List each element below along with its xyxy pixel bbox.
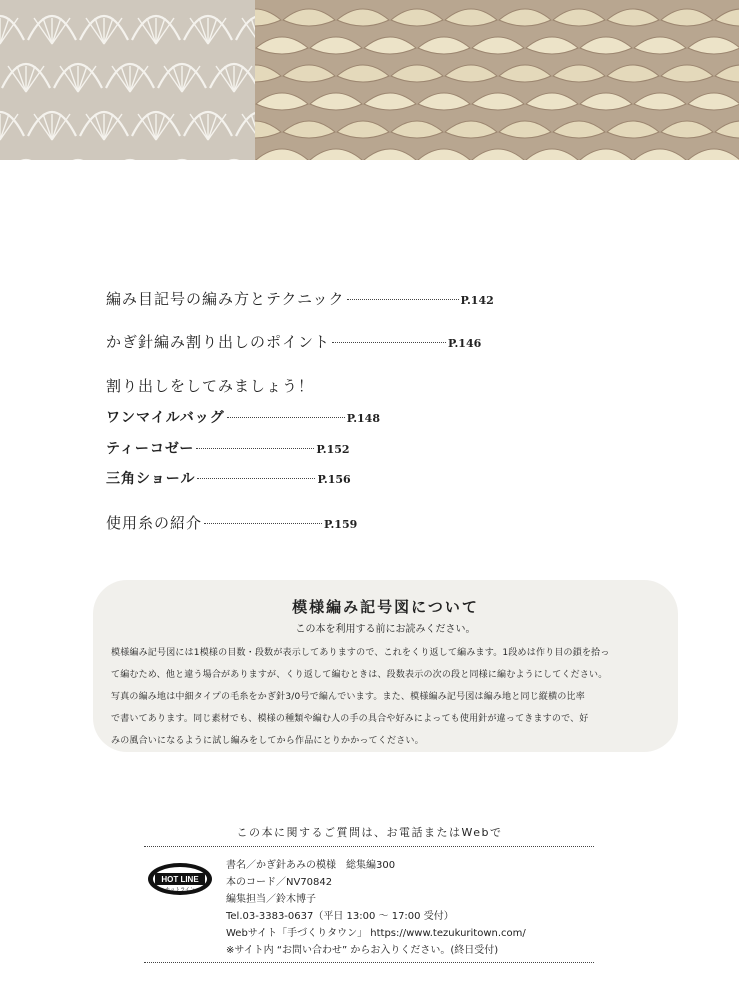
- notice-subtitle: この本を利用する前にお読みください。: [295, 624, 476, 635]
- dotted-leader: [204, 523, 322, 524]
- dotted-leader: [332, 342, 446, 343]
- toc-item[interactable]: [106, 288, 494, 309]
- toc-label: ワンマイルバッグ: [106, 410, 225, 426]
- notice-body: [111, 642, 663, 752]
- shell-stitch-crochet-photo: [255, 0, 739, 160]
- dotted-leader: [197, 478, 315, 479]
- toc-label: 三角ショール: [106, 471, 196, 487]
- notice-line: みの風合いになるように試し編みをしてから作品にとりかかってください。: [111, 736, 424, 746]
- notice-line: 写真の編み地は中細タイプの毛糸をかぎ針3/0号で編んでいます。また、模様編み記号図は編み地と同じ縦横の比率: [111, 692, 585, 702]
- toc-item[interactable]: [106, 331, 481, 352]
- toc-page: P.148: [346, 412, 380, 425]
- lace-crochet-photo: [0, 0, 255, 160]
- toc-label: 使用糸の紹介: [106, 514, 203, 532]
- toc-page: P.156: [317, 473, 351, 486]
- toc-page: P.146: [448, 337, 482, 350]
- toc-label: 割り出しをしてみましょう！: [106, 377, 315, 395]
- contact-heading: この本に関するご質問は、お電話またはWebで: [236, 826, 503, 839]
- book-code: 本のコード／NV70842: [226, 877, 333, 888]
- hotline-logo: [146, 860, 214, 898]
- dotted-leader: [347, 299, 459, 300]
- toc-label: ティーコゼー: [106, 441, 195, 457]
- toc-section-heading: [106, 375, 314, 396]
- dotted-leader: [196, 448, 314, 449]
- logo-text: HOT LINE: [161, 875, 199, 884]
- toc-label: かぎ針編み割り出しのポイント: [106, 333, 331, 351]
- book-title: 書名／かぎ針あみの模様 総集編300: [226, 860, 396, 871]
- toc-item[interactable]: [106, 512, 357, 533]
- notice-line: て編むため、他と違う場合がありますが、くり返して編むときは、段数表示の次の段と同様に編むようにしてください。: [111, 670, 608, 680]
- toc-page: P.159: [324, 518, 358, 531]
- toc-label: 編み目記号の編み方とテクニック: [106, 290, 345, 308]
- dotted-leader: [227, 417, 345, 418]
- website[interactable]: Webサイト「手づくりタウン」 https://www.tezukuritown.com/: [226, 928, 526, 939]
- notice-box: [93, 580, 678, 752]
- editor: 編集担当／鈴木博子: [226, 894, 316, 905]
- website-note: ※サイト内 “お問い合わせ” からお入りください。(終日受付): [226, 945, 499, 956]
- logo-subtext: ホットライン: [165, 887, 195, 893]
- notice-title: 模様編み記号図について: [292, 598, 479, 616]
- toc-page: P.152: [316, 443, 350, 456]
- notice-line: 模様編み記号図には1模様の目数・段数が表示してありますので、これをくり返して編みます。1段めは作り目の鎖を拾っ: [111, 648, 610, 658]
- notice-line: で書いてあります。同じ素材でも、模様の種類や編む人の手の具合や好みによっても使用針が違ってきますので、好: [111, 714, 589, 724]
- phone[interactable]: Tel.03-3383-0637（平日 13:00 ～ 17:00 受付）: [226, 911, 454, 922]
- toc-item[interactable]: [106, 468, 351, 488]
- dotted-divider: [144, 962, 594, 963]
- toc-item[interactable]: [106, 438, 350, 458]
- toc-page: P.142: [460, 294, 494, 307]
- contact-info: [226, 857, 526, 959]
- dotted-divider: [144, 846, 594, 847]
- toc-item[interactable]: [106, 407, 380, 427]
